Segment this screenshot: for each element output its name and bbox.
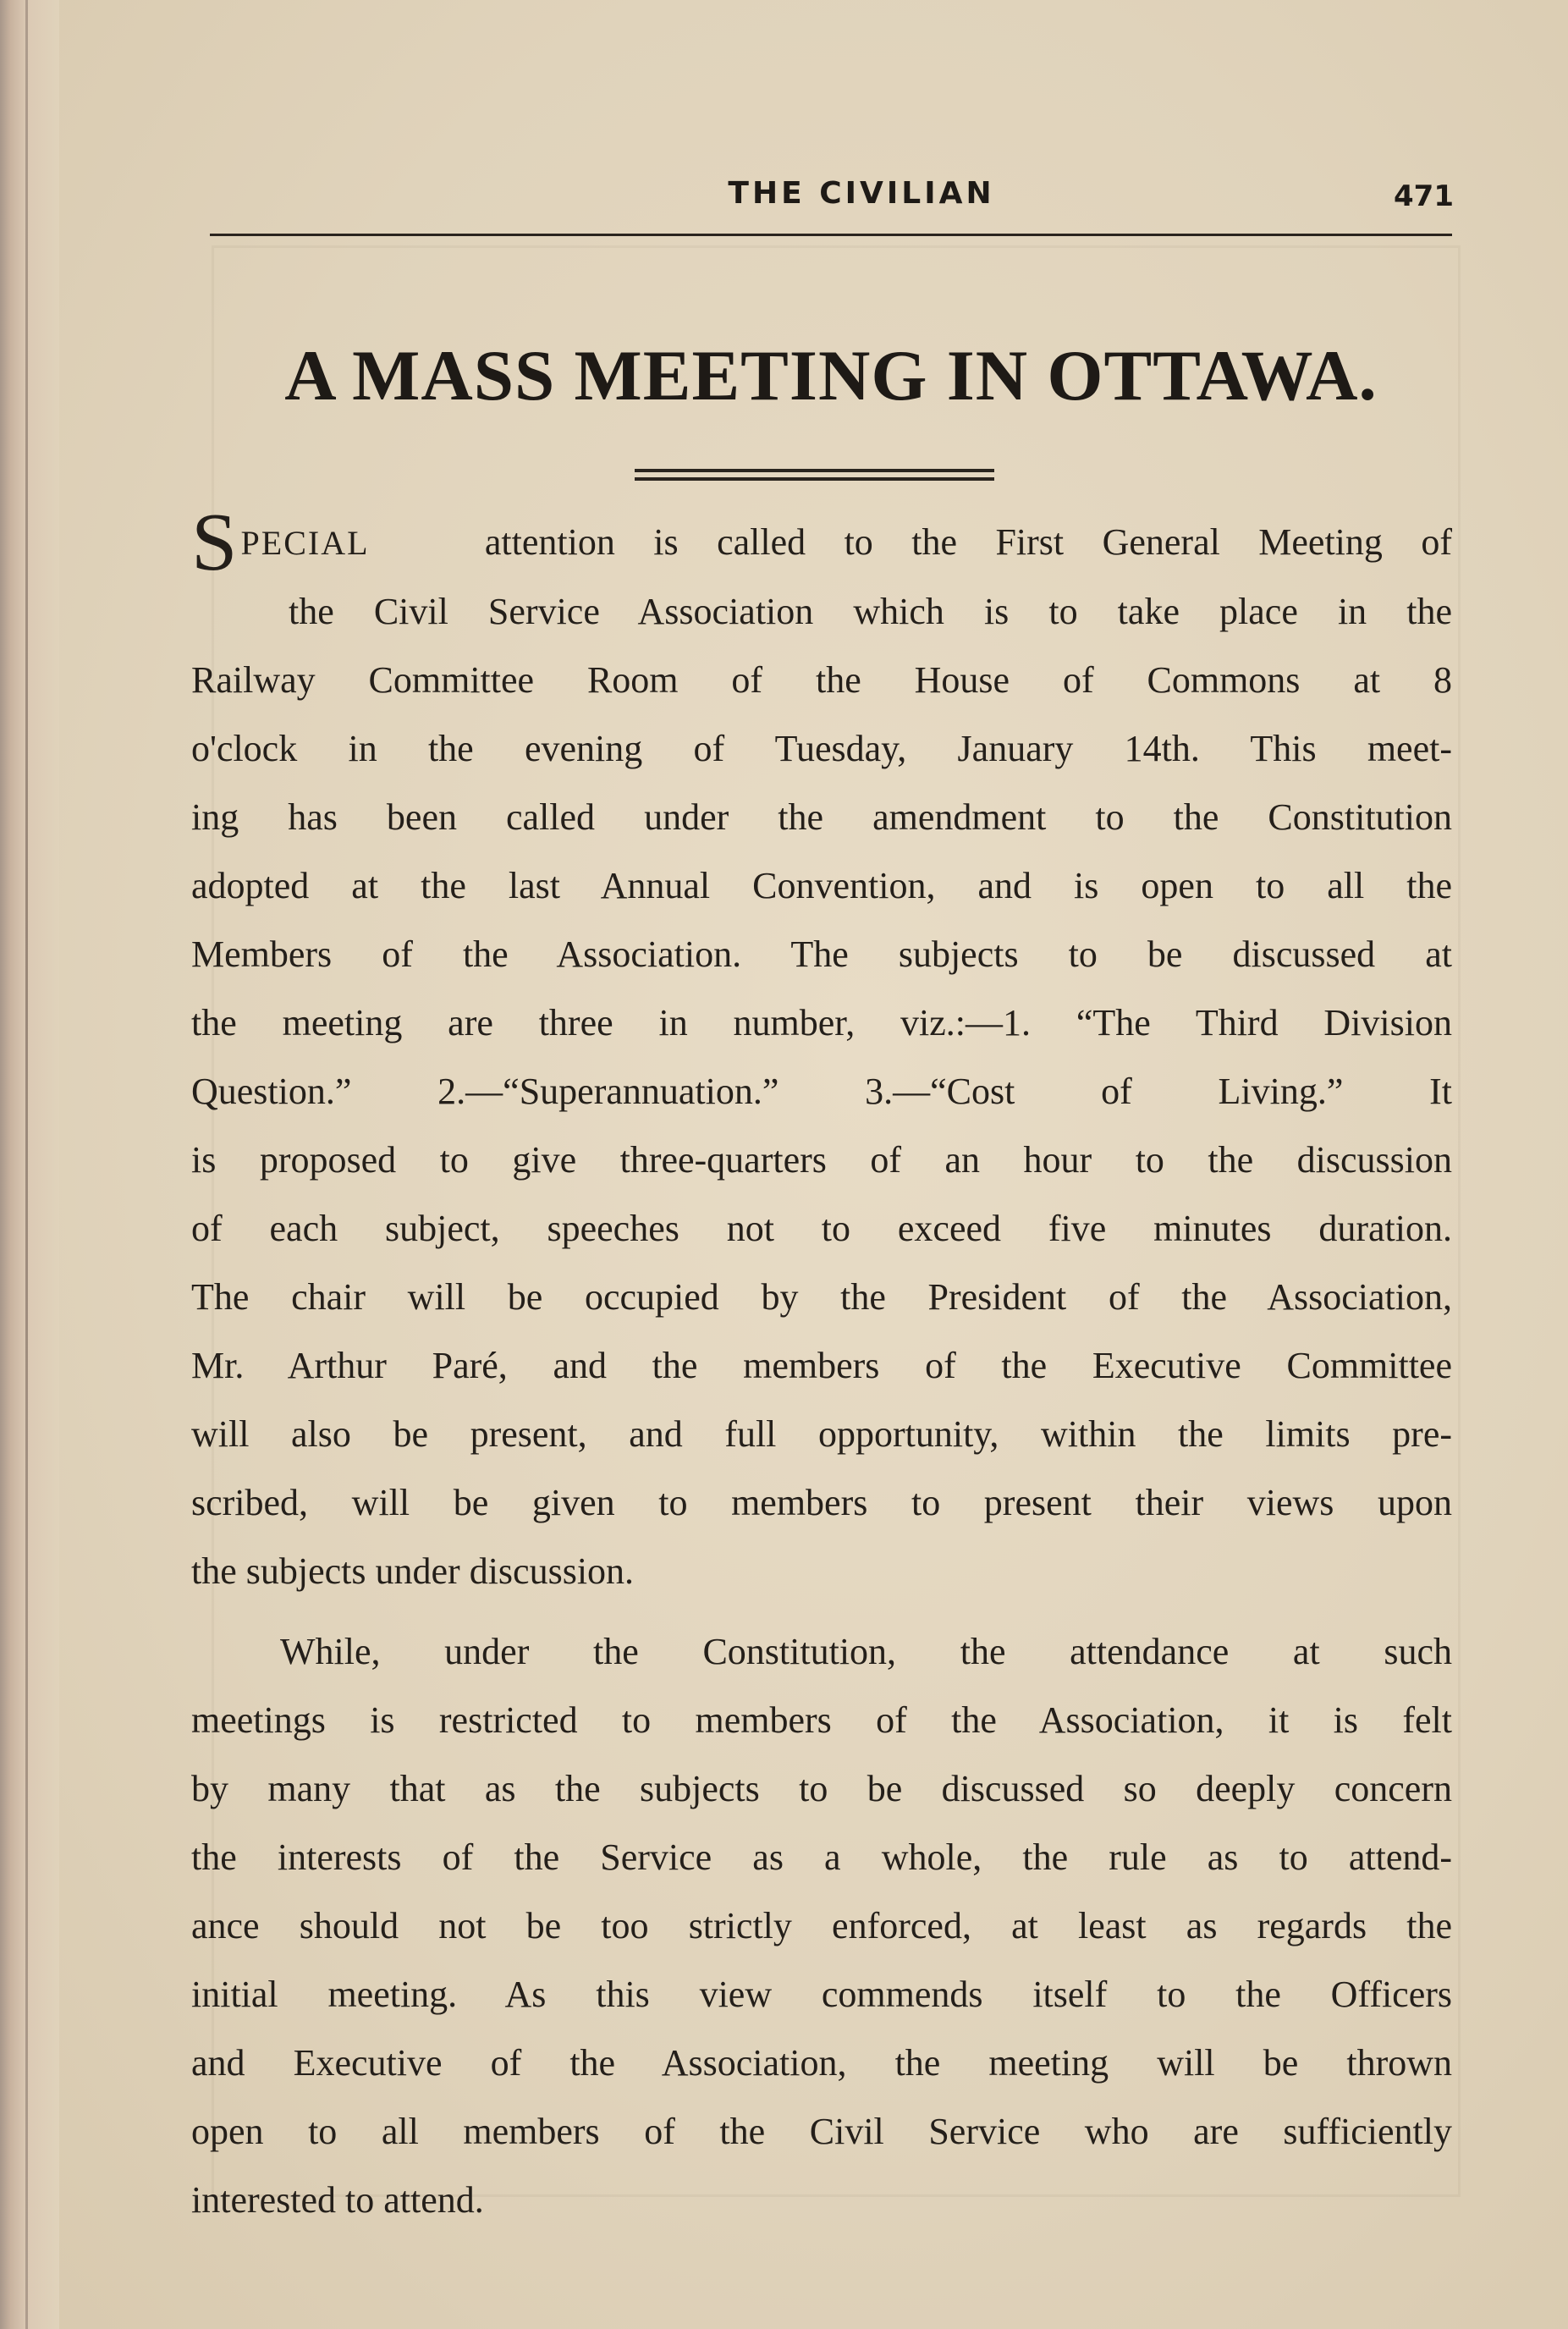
text-line: Members of the Association. The subjects to be discussed at [191, 933, 1452, 975]
drop-cap: S [191, 497, 238, 588]
paragraph-2 [191, 1617, 1452, 2234]
running-title: THE CIVILIAN [728, 176, 995, 211]
text-line: ing has been called under the amendment to the Constitution [191, 796, 1452, 838]
text-line: initial meeting. As this view commends itself to the Officers [191, 1974, 1452, 2015]
text-line: the Civil Service Association which is to take place in the [289, 591, 1452, 632]
article-headline: A MASS MEETING IN OTTAWA. [284, 336, 1378, 416]
paragraph-1 [191, 497, 1453, 1605]
page-number: 471 [1394, 179, 1454, 213]
text-line: is proposed to give three-quarters of an hour to the discussion [191, 1139, 1452, 1181]
text-line: Railway Committee Room of the House of Commons at 8 [191, 659, 1452, 701]
lead-word: PECIAL [240, 524, 370, 562]
headline-double-rule [635, 469, 994, 482]
text-line: the interests of the Service as a whole, the rule as to attend- [191, 1836, 1452, 1878]
text-line: The chair will be occupied by the President of the Association, [191, 1276, 1452, 1318]
book-binding-edge [0, 0, 59, 2329]
text-line: the meeting are three in number, viz.:—1. “The Third Division [191, 1002, 1452, 1043]
text-line: by many that as the subjects to be discussed so deeply concern [191, 1768, 1452, 1809]
text-line: attention is called to the First General Meeting of [484, 521, 1453, 563]
text-line: While, under the Constitution, the attendance at such [280, 1631, 1452, 1672]
text-line: scribed, will be given to members to present their views upon [191, 1482, 1452, 1523]
header-rule [210, 234, 1452, 236]
text-line: interested to attend. [191, 2179, 484, 2221]
text-line: o'clock in the evening of Tuesday, January 14th. This meet- [191, 728, 1452, 769]
paragraph-gap [191, 1605, 1452, 1617]
text-line: Mr. Arthur Paré, and the members of the Executive Committee [191, 1345, 1452, 1386]
text-line: the subjects under discussion. [191, 1550, 635, 1592]
text-line: will also be present, and full opportunity, within the limits pre- [191, 1413, 1452, 1455]
running-head [210, 176, 1454, 227]
paragraph-first-line [191, 497, 1453, 588]
text-line: adopted at the last Annual Convention, and is open to all the [191, 865, 1452, 906]
text-line: ance should not be too strictly enforced, at least as regards the [191, 1905, 1452, 1946]
text-line: meetings is restricted to members of the Association, it is felt [191, 1699, 1452, 1741]
binding-crease [25, 0, 28, 2329]
text-line: open to all members of the Civil Service who are sufficiently [191, 2111, 1452, 2152]
text-line: and Executive of the Association, the meeting will be thrown [191, 2042, 1452, 2084]
article-body [191, 497, 1453, 2234]
text-line: of each subject, speeches not to exceed five minutes duration. [191, 1208, 1452, 1249]
text-line: Question.” 2.—“Superannuation.” 3.—“Cost of Living.” It [191, 1071, 1452, 1112]
